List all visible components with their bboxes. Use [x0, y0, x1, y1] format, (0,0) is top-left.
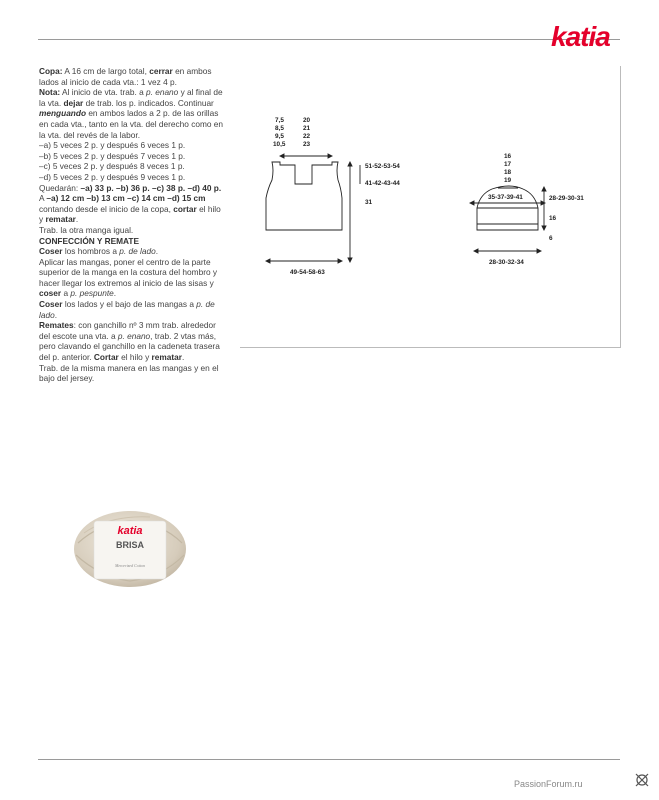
sleeve-cuff-label: 6: [549, 235, 553, 242]
armhole-top-label: 51-52-53-54: [365, 163, 400, 170]
header-rule: [38, 39, 620, 40]
otra-manga-line: Trab. la otra manga igual.: [39, 224, 134, 235]
neck-left-label: 10,5: [273, 141, 286, 148]
neck-right-label: 23: [303, 141, 311, 148]
size-line: –a) 5 veces 2 p. y después 6 veces 1 p.: [39, 140, 186, 151]
yarn-label-subtitle: Mercerized Cotton: [115, 563, 145, 568]
size-line: –c) 5 veces 2 p. y después 8 veces 1 p.: [39, 161, 185, 172]
section-title: CONFECCIÓN Y REMATE: [39, 235, 140, 246]
armhole-depth-label: 41-42-43-44: [365, 180, 400, 187]
copa-paragraph: Copa: A 16 cm de largo total, cerrar en ambos lados al inicio de cada vta.: 1 vez 4 p.: [39, 66, 212, 87]
nota-paragraph: Nota: Al inicio de vta. trab. a p. enano y al final de la vta. dejar de trab. los p. indicados. Continuar menguando en ambos lados a 2 p. de las orillas en cada vta., tanto en la vta. del derecho como en la vta. del revés de la labor.: [39, 87, 224, 140]
neck-right-label: 22: [303, 133, 311, 140]
coser-sides: Coser los lados y el bajo de las mangas a p. de lado.: [39, 299, 215, 320]
sleeve-cap-label: 28-29-30-31: [549, 195, 584, 202]
forum-logo-icon: [634, 772, 650, 788]
yarn-label-brand: katia: [117, 525, 143, 537]
lengths-line: A –a) 12 cm –b) 13 cm –c) 14 cm –d) 15 cm contando desde el inicio de la copa, cortar el hilo y rematar.: [39, 193, 221, 225]
neck-left-label: 8,5: [275, 125, 284, 132]
coser-shoulders: Coser los hombros a p. de lado.: [39, 246, 159, 257]
footer-rule: [38, 759, 620, 760]
quedaran-line: Quedarán: –a) 33 p. –b) 36 p. –c) 38 p. –d) 40 p.: [39, 182, 222, 193]
knitting-schematic: [240, 66, 620, 347]
sleeve-width-upper-label: 35-37-39-41: [488, 194, 523, 201]
body-diagram: [266, 146, 360, 263]
sleeve-labels: [488, 153, 584, 266]
yarn-label-name: BRISA: [115, 540, 145, 550]
sleeve-width-lower-label: 28-30-32-34: [489, 259, 524, 266]
neck-left-label: 9,5: [275, 133, 284, 140]
size-line: –b) 5 veces 2 p. y después 7 veces 1 p.: [39, 150, 186, 161]
aplicar-paragraph: Aplicar las mangas, poner el centro de la parte superior de la manga en la costura del hombro y hacer llegar los extremos al inicio de las sisas y coser a p. pespunte.: [39, 256, 218, 299]
size-line: –d) 5 veces 2 p. y después 9 veces 1 p.: [39, 171, 186, 182]
sleeve-top-label: 19: [504, 177, 512, 184]
pattern-instructions: [39, 66, 225, 384]
sleeve-height-label: 16: [549, 215, 557, 222]
sleeve-top-label: 17: [504, 161, 512, 168]
misma-manera-line: Trab. de la misma manera en las mangas y en el bajo del jersey.: [39, 362, 219, 384]
watermark-text: PassionForum.ru: [514, 779, 583, 789]
neck-left-label: 7,5: [275, 117, 284, 124]
yarn-ball-image: [70, 503, 190, 591]
body-width-label: 49-54-58-63: [290, 269, 325, 276]
body-length-label: 31: [365, 199, 373, 206]
sleeve-top-label: 18: [504, 169, 512, 176]
body-labels: [273, 117, 400, 276]
remates-paragraph: Remates: con ganchillo nº 3 mm trab. alrededor del escote una vta. a p. enano, trab. 2 vtas más, pero clavando el ganchillo en la cadeneta trasera del p. anterior. Cortar el hilo y rematar.: [39, 320, 220, 363]
katia-logo: katia: [551, 21, 610, 52]
neck-right-label: 20: [303, 117, 311, 124]
sleeve-top-label: 16: [504, 153, 512, 160]
neck-right-label: 21: [303, 125, 311, 132]
